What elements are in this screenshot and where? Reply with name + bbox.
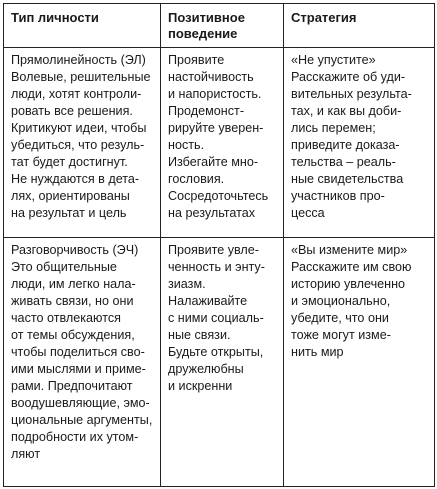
text-line: Расскажите об уди- xyxy=(291,70,406,84)
header-line: Тип личности xyxy=(11,10,99,25)
text-line: Будьте открыты, xyxy=(168,345,264,359)
text-line: гословия. xyxy=(168,172,225,186)
text-line: ровать все решения. xyxy=(11,104,133,118)
text-line: воодушевляющие, эмо- xyxy=(11,396,150,410)
text-line: Прямолинейность (ЭЛ) xyxy=(11,53,146,67)
table-header-row xyxy=(4,4,435,48)
text-line: зиазм. xyxy=(168,277,206,291)
text-line: Избегайте мно- xyxy=(168,155,259,169)
header-line: Позитивное xyxy=(168,10,245,25)
text-line: Волевые, решительные xyxy=(11,70,151,84)
text-line: лись перемен; xyxy=(291,121,376,135)
text-line: чтобы поделиться сво- xyxy=(11,345,145,359)
header-line: Стратегия xyxy=(291,10,357,25)
text-line: и эмоционально, xyxy=(291,294,391,308)
text-line: с ними социаль- xyxy=(168,311,264,325)
text-line: рируйте уверен- xyxy=(168,121,264,135)
text-line: ные связи. xyxy=(168,328,231,342)
text-line: Проявите увле- xyxy=(168,243,259,257)
text-line: Проявите xyxy=(168,53,225,67)
text-line: от темы обсуждения, xyxy=(11,328,135,342)
text-line: ченность и энту- xyxy=(168,260,265,274)
text-line: настойчивость xyxy=(168,70,254,84)
header-positive-behavior xyxy=(161,4,284,48)
text-line: и искренни xyxy=(168,379,233,393)
text-line: «Вы измените мир» xyxy=(291,243,408,257)
text-line: циональные аргументы, xyxy=(11,413,153,427)
cell-type xyxy=(4,238,161,487)
text-line: вительных результа- xyxy=(291,87,412,101)
text-line: ляют xyxy=(11,447,41,461)
text-line: лях, ориентированы xyxy=(11,189,130,203)
text-line: Сосредоточьтесь xyxy=(168,189,269,203)
text-line: Расскажите им свою xyxy=(291,260,412,274)
text-line: приведите доказа- xyxy=(291,138,400,152)
text-line: живать связи, но они xyxy=(11,294,134,308)
text-line: подробности их утом- xyxy=(11,430,139,444)
table-row xyxy=(4,48,435,238)
personality-strategy-table xyxy=(3,3,435,487)
header-line: поведение xyxy=(168,26,238,41)
text-line: дружелюбны xyxy=(168,362,244,376)
text-line: Это общительные xyxy=(11,260,117,274)
cell-strategy xyxy=(284,48,435,238)
text-line: тельства – реаль- xyxy=(291,155,396,169)
text-line: на результат и цель xyxy=(11,206,127,220)
text-line: Не нуждаются в дета- xyxy=(11,172,140,186)
text-line: участников про- xyxy=(291,189,385,203)
header-personality-type xyxy=(4,4,161,48)
text-line: рами. Предпочитают xyxy=(11,379,133,393)
text-line: «Не упустите» xyxy=(291,53,376,67)
text-line: историю увлеченно xyxy=(291,277,406,291)
header-strategy xyxy=(284,4,435,48)
text-line: убедиться, что резуль- xyxy=(11,138,145,152)
text-line: Критикуют идеи, чтобы xyxy=(11,121,147,135)
text-line: люди, им легко нала- xyxy=(11,277,136,291)
cell-type xyxy=(4,48,161,238)
text-line: Продемонст- xyxy=(168,104,245,118)
cell-behavior xyxy=(161,238,284,487)
cell-behavior xyxy=(161,48,284,238)
text-line: часто отвлекаются xyxy=(11,311,121,325)
text-line: ность. xyxy=(168,138,205,152)
text-line: на результатах xyxy=(168,206,256,220)
text-line: тах, и как вы доби- xyxy=(291,104,402,118)
text-line: люди, хотят контроли- xyxy=(11,87,142,101)
text-line: и напористость. xyxy=(168,87,262,101)
text-line: цесса xyxy=(291,206,325,220)
text-line: тат будет достигнут. xyxy=(11,155,128,169)
text-line: Разговорчивость (ЭЧ) xyxy=(11,243,139,257)
text-line: ные свидетельства xyxy=(291,172,404,186)
text-line: тоже могут изме- xyxy=(291,328,391,342)
cell-strategy xyxy=(284,238,435,487)
text-line: ими мыслями и приме- xyxy=(11,362,146,376)
text-line: убедите, что они xyxy=(291,311,389,325)
table-row xyxy=(4,238,435,487)
text-line: Налаживайте xyxy=(168,294,248,308)
text-line: нить мир xyxy=(291,345,344,359)
